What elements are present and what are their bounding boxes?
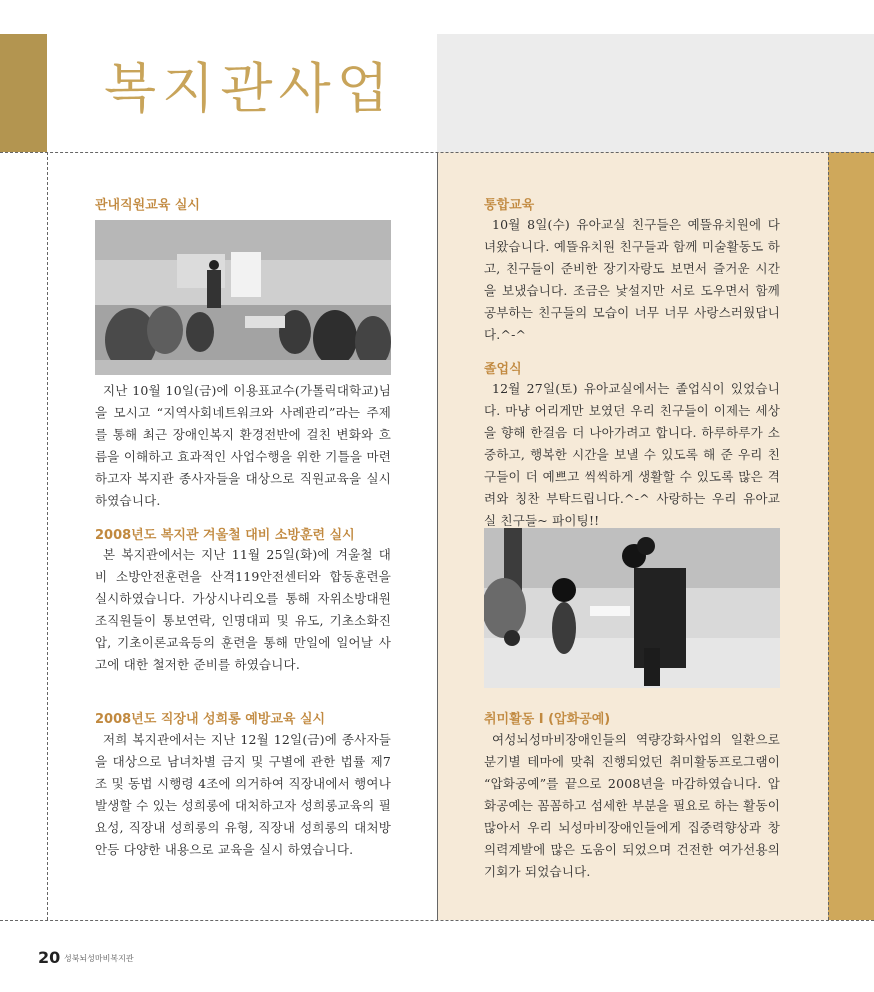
section-hobby-activity bbox=[484, 712, 780, 728]
harassment-training-text bbox=[95, 729, 391, 861]
section-body: 본 복지관에서는 지난 11월 25일(화)에 겨울철 대비 소방안전훈련을 산격119안전센터와 합동훈련을 실시하였습니다. 가상시나리오를 통해 자위소방대원 조직원들이 통보연락, 인명대피 및 유도, 기초소화진압, 기초이론교육등의 훈련을 통해 만일에 일어날 사고에 대한 철저한 준비를 하였습니다. bbox=[95, 547, 391, 672]
section-body: 10월 8일(수) 유아교실 친구들은 예뜰유치원에 다녀왔습니다. 예뜰유치원 친구들과 함께 미술활동도 하고, 친구들이 준비한 장기자랑도 보면서 즐거운 시간을 보냈습니다. 조금은 낯설지만 서로 도우면서 함께 공부하는 친구들의 모습이 너무 너무 사랑스러웠답니다.^-^ bbox=[484, 217, 780, 342]
section-heading: 관내직원교육 실시 bbox=[95, 198, 200, 213]
section-heading: 통합교육 bbox=[484, 198, 535, 213]
hobby-activity-text bbox=[484, 729, 780, 883]
integrated-education-text bbox=[484, 214, 780, 346]
section-heading: 2008년도 직장내 성희롱 예방교육 실시 bbox=[95, 712, 326, 727]
staff-training-photo-image bbox=[95, 220, 391, 375]
frame-right-line bbox=[828, 152, 829, 920]
gold-tab-left bbox=[0, 34, 47, 152]
section-staff-training bbox=[95, 198, 391, 214]
publisher-name: 성북뇌성마비복지관 bbox=[64, 954, 134, 963]
staff-training-text bbox=[95, 380, 391, 512]
gold-tab-right bbox=[828, 152, 874, 920]
page-title: 복지관사업 bbox=[104, 57, 395, 120]
section-heading: 졸업식 bbox=[484, 362, 522, 377]
section-body: 12월 27일(토) 유아교실에서는 졸업식이 있었습니다. 마냥 어리게만 보였던 우리 친구들이 이제는 세상을 향해 한걸음 더 나아가려고 합니다. 하루하루가 소중하고, 행복한 시간을 보낼 수 있도록 해 준 우리 친구들이 더 예쁘고 씩씩하게 생활할 수 있도록 많은 격려와 칭찬 부탁드립니다.^-^ 사랑하는 우리 유아교실 친구들~ 파이팅!! bbox=[484, 381, 780, 528]
column-divider bbox=[437, 152, 438, 920]
section-heading: 2008년도 복지관 겨울철 대비 소방훈련 실시 bbox=[95, 528, 355, 543]
section-body: 여성뇌성마비장애인들의 역량강화사업의 일환으로 분기별 테마에 맞춰 진행되었던 취미활동프로그램이 “압화공예”를 끝으로 2008년을 마감하였습니다. 압화공예는 꼼꼼하고 섬세한 부분을 필요로 하는 활동이 많아서 우리 뇌성마비장애인들에게 집중력향상과 창의력계발에 많은 도움이 되었으며 건전한 여가선용의 기회가 되었습니다. bbox=[484, 732, 780, 879]
section-fire-drill bbox=[95, 528, 391, 544]
page-number: 20 bbox=[38, 948, 61, 967]
section-body: 저희 복지관에서는 지난 12월 12일(금)에 종사자들을 대상으로 남녀차별 금지 및 구별에 관한 법률 제7조 및 동법 시행령 4조에 의거하여 직장내에서 행여나 발생할 수 있는 성희롱에 대처하고자 성희롱교육의 필요성, 직장내 성희롱의 유형, 직장내 성희롱의 대처방안등 다양한 내용으로 교육을 실시 하였습니다. bbox=[95, 732, 391, 857]
graduation-photo-image bbox=[484, 528, 780, 688]
section-heading: 취미활동 I (압화공예) bbox=[484, 712, 611, 727]
frame-left-line bbox=[47, 152, 48, 920]
graduation-photo bbox=[484, 528, 780, 688]
header-gray-band bbox=[437, 34, 874, 152]
section-integrated-education bbox=[484, 198, 780, 214]
fire-drill-text bbox=[95, 544, 391, 676]
frame-bottom-line bbox=[0, 920, 874, 921]
staff-training-photo bbox=[95, 220, 391, 375]
graduation-text bbox=[484, 378, 780, 532]
section-graduation bbox=[484, 362, 780, 378]
section-body: 지난 10월 10일(금)에 이용표교수(가톨릭대학교)님을 모시고 “지역사회네트워크와 사례관리”라는 주제를 통해 최근 장애인복지 환경전반에 걸친 변화와 흐름을 이해하고 효과적인 사업수행을 위한 기틀을 마련하고자 복지관 종사자들을 대상으로 직원교육을 실시 하였습니다. bbox=[95, 383, 391, 508]
section-harassment-training bbox=[95, 712, 391, 728]
